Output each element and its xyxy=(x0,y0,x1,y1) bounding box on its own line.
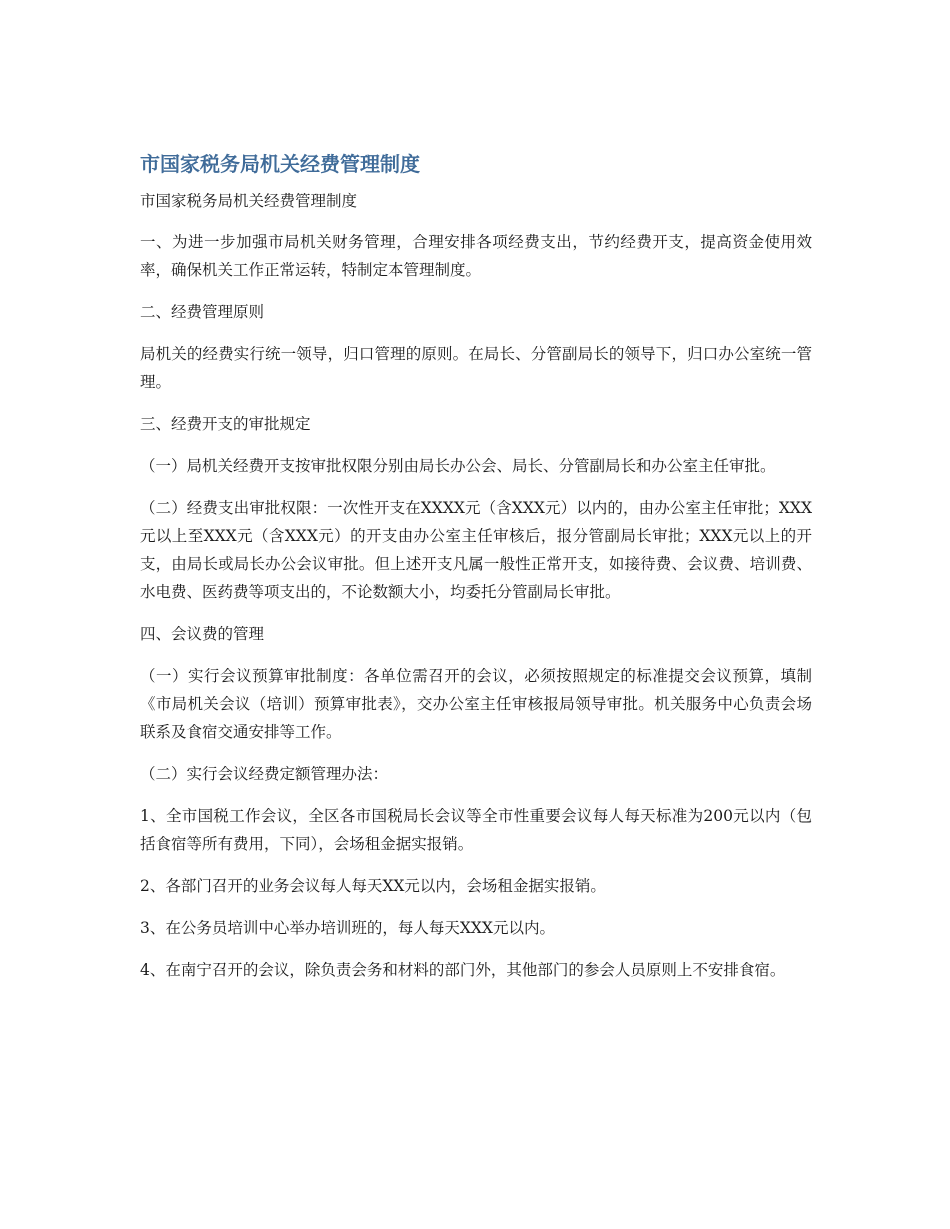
list-item: 1、全市国税工作会议，全区各市国税局长会议等全市性重要会议每人每天标准为200元以内（包括食宿等所有费用，下同），会场租金据实报销。 xyxy=(140,807,812,853)
section-heading-meeting-fees: 四、会议费的管理 xyxy=(140,625,265,643)
document-title: 市国家税务局机关经费管理制度 xyxy=(140,152,420,176)
paragraph-approval-authority: （一）局机关经费开支按审批权限分别由局长办公会、局长、分管副局长和办公室主任审批。 xyxy=(140,457,776,475)
document-page xyxy=(140,148,812,998)
list-item: 4、在南宁召开的会议，除负责会务和材料的部门外，其他部门的参会人员原则上不安排食宿。 xyxy=(140,961,786,979)
paragraph-meeting-quota: （二）实行会议经费定额管理办法： xyxy=(140,765,389,783)
section-heading-approval: 三、经费开支的审批规定 xyxy=(140,415,311,433)
section-heading-principles: 二、经费管理原则 xyxy=(140,303,265,321)
document-subtitle: 市国家税务局机关经费管理制度 xyxy=(140,192,358,210)
paragraph-meeting-budget: （一）实行会议预算审批制度：各单位需召开的会议，必须按照规定的标准提交会议预算，填制《市局机关会议（培训）预算审批表》，交办公室主任审核报局领导审批。机关服务中心负责会场联系及食宿交通安排等工作。 xyxy=(140,667,812,741)
paragraph-purpose: 一、为进一步加强市局机关财务管理，合理安排各项经费支出，节约经费开支，提高资金使用效率，确保机关工作正常运转，特制定本管理制度。 xyxy=(140,233,812,279)
list-item: 2、各部门召开的业务会议每人每天XX元以内，会场租金据实报销。 xyxy=(140,877,606,895)
paragraph-approval-limits: （二）经费支出审批权限：一次性开支在XXXX元（含XXX元）以内的，由办公室主任审批；XXX元以上至XXX元（含XXX元）的开支由办公室主任审核后，报分管副局长审批；XXX元以上的开支，由局长或局长办公会议审批。但上述开支凡属一般性正常开支，如接待费、会议费、培训费、水电费、医药费等项支出的，不论数额大小，均委托分管副局长审批。 xyxy=(140,499,812,601)
list-item: 3、在公务员培训中心举办培训班的，每人每天XXX元以内。 xyxy=(140,919,555,937)
paragraph-principles: 局机关的经费实行统一领导，归口管理的原则。在局长、分管副局长的领导下，归口办公室统一管理。 xyxy=(140,345,812,391)
